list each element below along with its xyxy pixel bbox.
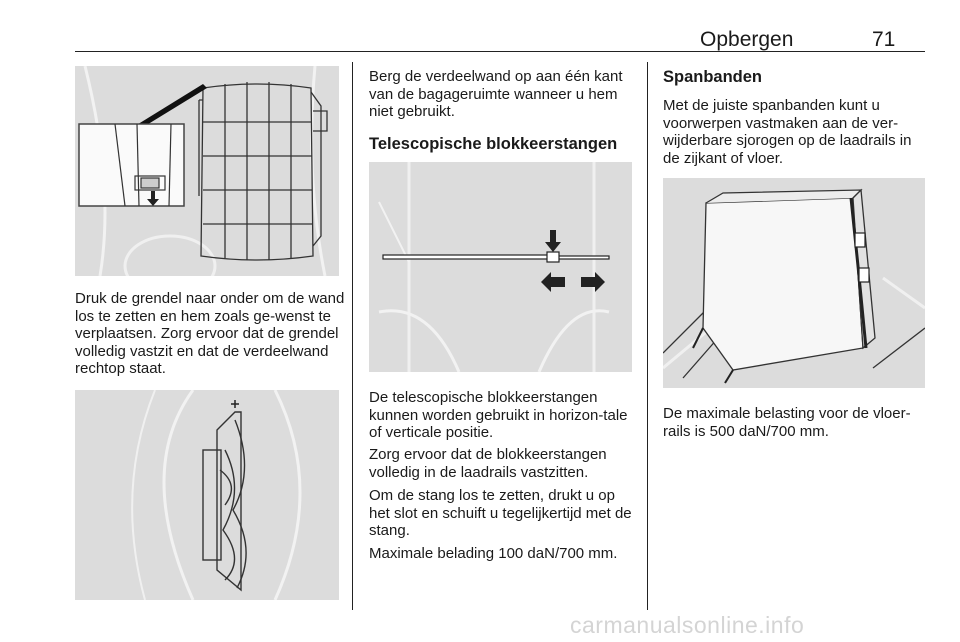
figure-partition-stored — [75, 390, 339, 600]
figure-telescopic-bar — [369, 162, 632, 372]
heading-telescopic-bars: Telescopische blokkeerstangen — [369, 135, 618, 153]
figure-partition-net-latch — [75, 66, 339, 276]
paragraph-telescopic-usage: De telescopische blokkeerstangen kunnen worden gebruikt in horizon-tale of verticale positie. — [369, 389, 628, 441]
page-number: 71 — [872, 28, 896, 51]
header-rule — [75, 51, 925, 52]
column-divider-1 — [352, 62, 353, 610]
paragraph-straps-usage: Met de juiste spanbanden kunt u voorwerpen vastmaken aan de ver-wijderbare sjorogen op de laadrails in de zijkant of vloer. — [663, 97, 912, 167]
column-divider-2 — [647, 62, 648, 610]
paragraph-telescopic-load: Maximale belading 100 daN/700 mm. — [369, 545, 618, 562]
watermark-text: carmanualsonline.info — [570, 612, 805, 638]
heading-straps: Spanbanden — [663, 68, 763, 86]
paragraph-latch-instructions: Druk de grendel naar onder om de wand los te zetten en hem zoals ge-wenst te verplaatsen. Zorg ervoor dat de grendel volledig vastzit en dat de verdeelwand rechtop staat. — [75, 290, 345, 377]
paragraph-storage: Berg de verdeelwand op aan één kant van de bagageruimte wanneer u hem niet gebruikt. — [369, 68, 623, 120]
figure-strapped-box — [663, 178, 925, 388]
paragraph-telescopic-release: Om de stang los te zetten, drukt u op het slot en schuift u tegelijkertijd met de stang. — [369, 487, 632, 539]
paragraph-telescopic-fit: Zorg ervoor dat de blokkeerstangen volledig in de laadrails vastzitten. — [369, 446, 607, 481]
page-title: Opbergen — [700, 28, 794, 51]
paragraph-straps-load: De maximale belasting voor de vloer-rails is 500 daN/700 mm. — [663, 405, 911, 440]
